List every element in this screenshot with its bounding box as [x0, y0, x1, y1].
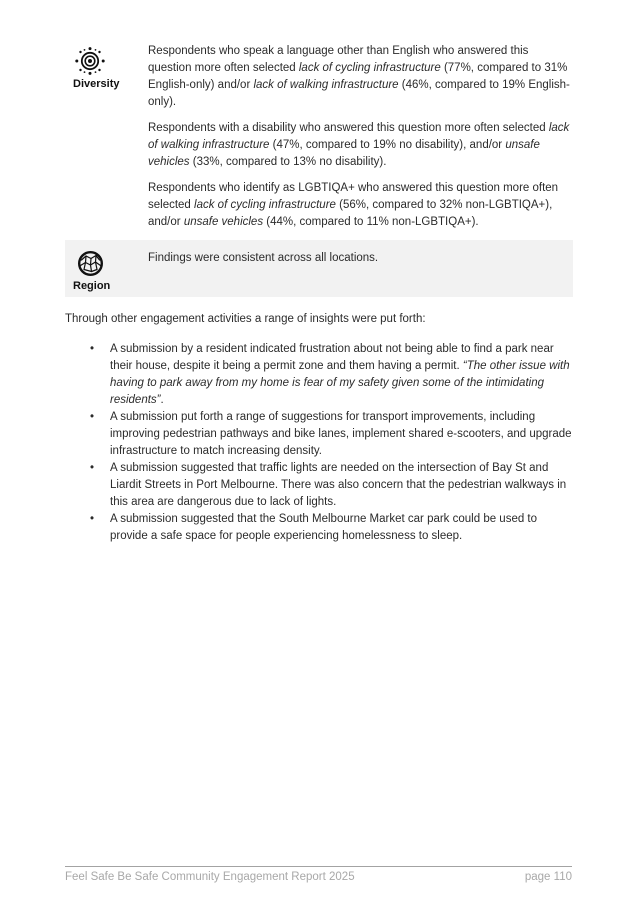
intro-paragraph: Through other engagement activities a range of insights were put forth: — [65, 313, 426, 325]
diversity-section — [65, 43, 573, 231]
diversity-icon — [73, 45, 107, 77]
region-finding: Findings were consistent across all locations. — [148, 252, 379, 264]
list-item: • A submission by a resident indicated frustration about not being able to find a park near their house, despite it being a permit zone and them having a permit. “The other issue with having to park away from my home is fear of my safety given some of the intimidating residents”. — [65, 341, 573, 409]
region-icon-column — [65, 246, 148, 292]
list-item: • A submission suggested that the South Melbourne Market car park could be used to provide a safe space for people experiencing homelessness to sleep. — [65, 511, 573, 545]
list-item: • A submission suggested that traffic lights are needed on the intersection of Bay St and Liardit Streets in Port Melbourne. There was also concern that the pedestrian walkways in this area are dangerous due to lack of lights. — [65, 460, 573, 511]
region-label: Region — [73, 280, 111, 292]
region-text — [148, 246, 573, 267]
diversity-paragraph: Respondents with a disability who answered this question more often selected lack of walking infrastructure (47%, compared to 19% no disability), and/or unsafe vehicles (33%, compared to 13% no disability). — [148, 122, 570, 168]
diversity-icon-column — [65, 43, 148, 90]
page-footer — [65, 866, 572, 883]
region-globe-icon — [73, 247, 107, 279]
list-item: • A submission put forth a range of suggestions for transport improvements, including improving pedestrian pathways and bike lanes, implement shared e-scooters, and upgrade infrastructure to match increasing density. — [65, 409, 573, 460]
diversity-text — [148, 43, 573, 231]
diversity-label: Diversity — [73, 78, 120, 90]
diversity-paragraph: Respondents who identify as LGBTIQA+ who answered this question more often selected lack of cycling infrastructure (56%, compared to 32% non-LGBTIQA+), and/or unsafe vehicles (44%, compared to 11% non-LGBTIQA+). — [148, 182, 559, 228]
diversity-paragraph: Respondents who speak a language other than English who answered this question more often selected lack of cycling infrastructure (77%, compared to 31% English-only) and/or lack of walking infrastructure (46%, compared to 19% English-only). — [148, 45, 570, 108]
page-content — [65, 43, 573, 545]
region-section — [65, 240, 573, 297]
footer-page-number: page 110 — [524, 871, 572, 883]
insights-list — [65, 341, 573, 545]
footer-report-title: Feel Safe Be Safe Community Engagement Report 2025 — [65, 871, 355, 883]
